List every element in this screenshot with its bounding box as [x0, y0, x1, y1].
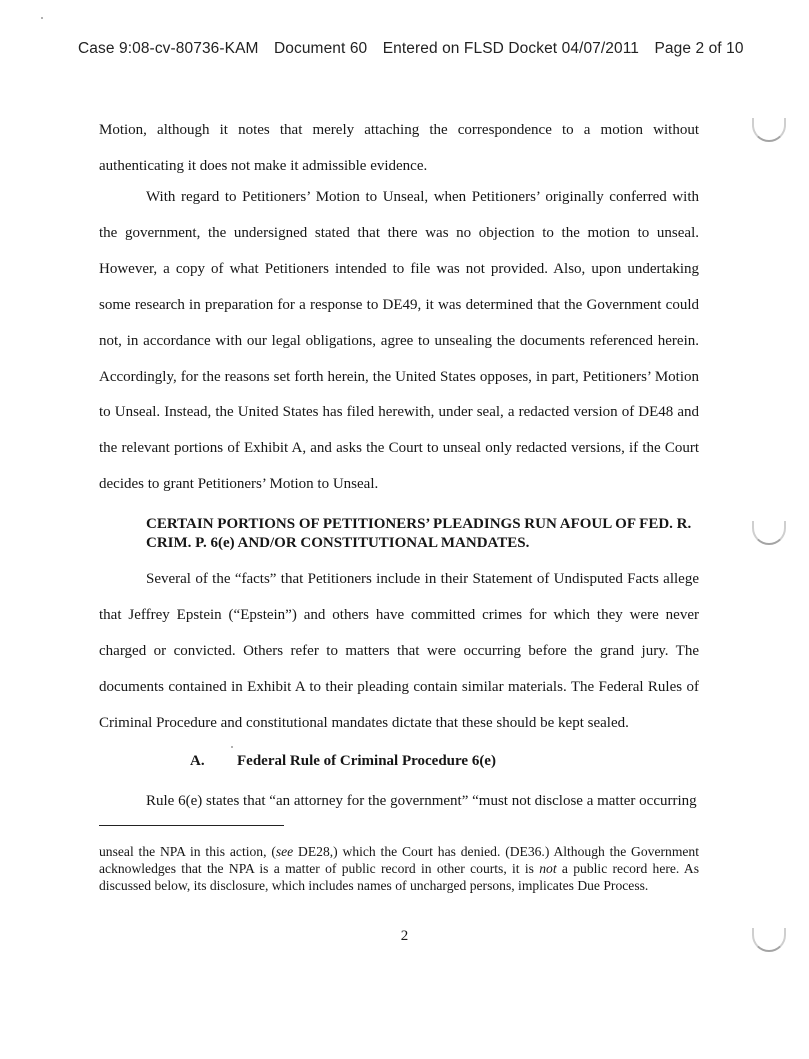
- footnote-italic-not: not: [539, 861, 557, 876]
- scan-speck: [231, 746, 233, 748]
- subsection-letter: A.: [190, 753, 205, 769]
- footnote-divider: [99, 825, 284, 826]
- subsection-title: Federal Rule of Criminal Procedure 6(e): [237, 753, 496, 769]
- paragraph-facts: Several of the “facts” that Petitioners include in their Statement of Undisputed Facts allege that Jeffrey Epstein (“Epstein”) and others have committed crimes for which they were never charged or convicted. Others refer to matters that were occurring before the grand jury. The documents contained in Exhibit A to their pleading contain similar materials. The Federal Rules of Criminal Procedure and constitutional mandates dictate that these should be kept sealed.: [99, 571, 699, 731]
- punch-hole-mark: [752, 118, 786, 142]
- punch-hole-mark: [752, 521, 786, 545]
- docket-header: [78, 40, 744, 58]
- subsection-heading: [190, 753, 496, 770]
- footnote-italic-see: see: [275, 844, 294, 859]
- page-number: 2: [400, 928, 409, 944]
- section-heading: CERTAIN PORTIONS OF PETITIONERS’ PLEADINGS RUN AFOUL OF FED. R. CRIM. P. 6(e) AND/OR CONSTITUTIONAL MANDATES.: [146, 516, 692, 551]
- paragraph-motion-to-unseal: With regard to Petitioners’ Motion to Unseal, when Petitioners’ originally conferred with the government, the undersigned stated that there was no objection to the motion to unseal. However, a copy of what Petitioners intended to file was not provided. Also, upon undertaking some research in preparation for a response to DE49, it was determined that the Government could not, in accordance with our legal obligations, agree to unsealing the documents referenced herein. Accordingly, for the reasons set forth herein, the United States opposes, in part, Petitioners’ Motion to Unseal. Instead, the United States has filed herewith, under seal, a redacted version of DE48 and the relevant portions of Exhibit A, and asks the Court to unseal only redacted versions, if the Court decides to grant Petitioners’ Motion to Unseal.: [99, 189, 699, 493]
- paragraph-rule-6e: Rule 6(e) states that “an attorney for the government” “must not disclose a matter occurring: [146, 793, 697, 809]
- footnote-text: unseal the NPA in this action, (see DE28,) which the Court has denied. (DE36.) Although the Government acknowledges that the NPA is a matter of public record in other courts, it is not a public record here. As discussed below, its disclosure, which includes names of uncharged persons, implicates Due Process.: [99, 844, 700, 893]
- page-count: Page 2 of 10: [654, 40, 744, 57]
- paragraph-continued: Motion, although it notes that merely attaching the correspondence to a motion without authenticating it does not make it admissible evidence.: [99, 122, 699, 174]
- case-number: Case 9:08-cv-80736-KAM: [78, 40, 259, 57]
- scan-speck: [41, 17, 43, 19]
- docket-entry-date: Entered on FLSD Docket 04/07/2011: [382, 40, 640, 57]
- document-number: Document 60: [273, 40, 368, 57]
- punch-hole-mark: [752, 928, 786, 952]
